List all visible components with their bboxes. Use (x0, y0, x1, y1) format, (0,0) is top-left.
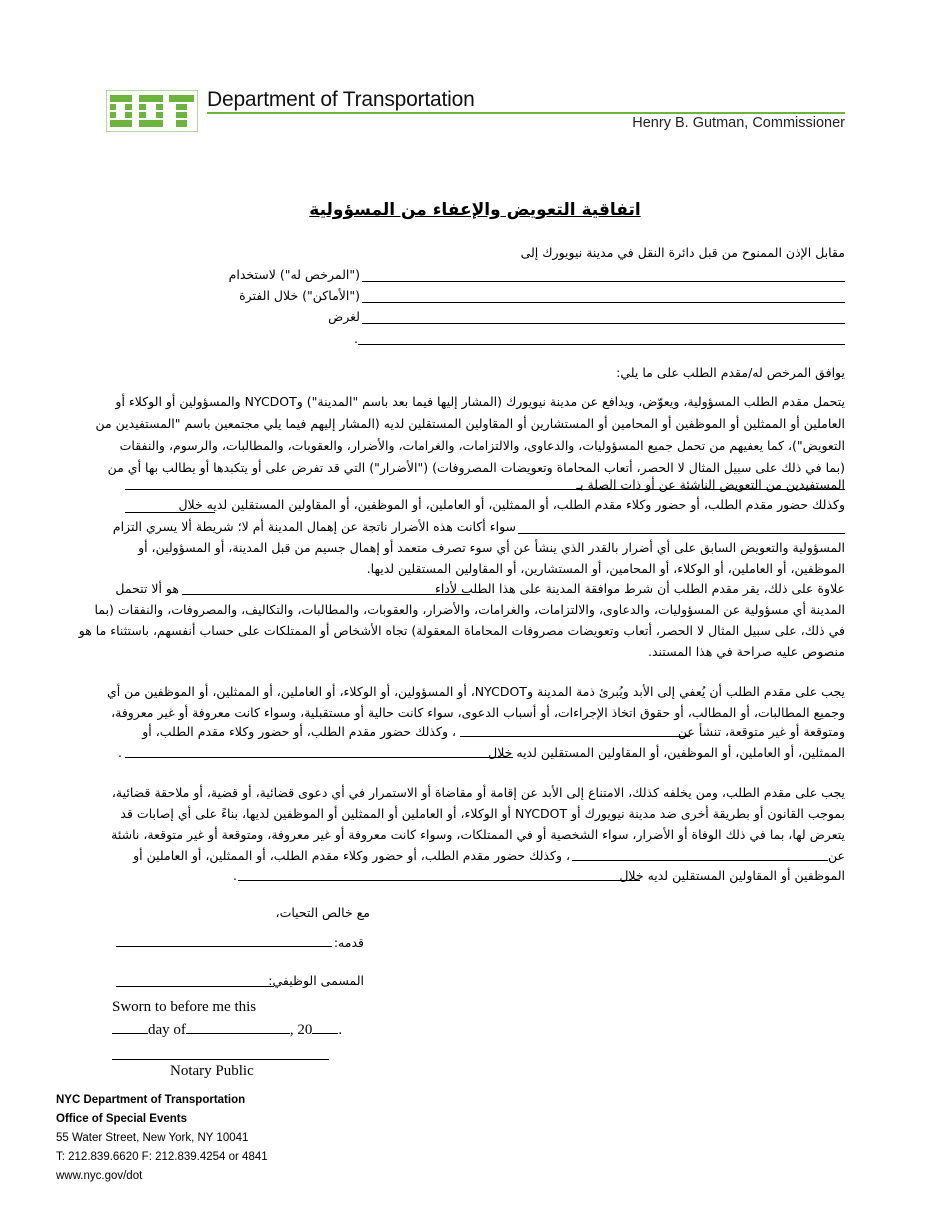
period-blank[interactable] (358, 344, 845, 345)
para3-line-2: بموجب القانون أو بطريقة أخرى ضد مدينة نيويورك أو NYCDOT أو الوكلاء، أو العاملين أو الممثلين أو الموظفين لديها، بناءً على أي إصابات قد (120, 806, 845, 821)
para2-line-4-end: . (118, 745, 122, 760)
para2-line-3b: ، وكذلك حضور مقدم الطلب، أو حضور وكلاء مقدم الطلب، أو (142, 724, 456, 739)
para1-line-9: الموظفين، أو العاملين، أو الوكلاء، أو المحامين، أو المستشارين، أو المقاولين المستقلين لديها. (366, 561, 845, 576)
para3-arising-blank[interactable] (572, 860, 828, 861)
footer-office: Office of Special Events (56, 1113, 188, 1125)
related-to-blank[interactable] (125, 489, 845, 490)
para1-line-8: المسؤولية والتعويض السابق على أي أضرار بالقدر الذي ينشأ عن أي سوء تصرف متعمد أو إهمال جسيم من قبل المدينة، أو المسؤولين، أو (138, 540, 845, 555)
footer-phone: T: 212.839.6620 F: 212.839.4254 or 4841 (56, 1151, 268, 1163)
year-blank[interactable] (312, 1019, 338, 1034)
para1-line-11: المدينة أي مسؤولية عن المسؤوليات، والدعاوى، والالتزامات، والغرامات، والأضرار، والعقوبات، والمطالبات، والتكاليف، والمصروفات، والنفقات (بما (94, 602, 845, 617)
para1-period-blank[interactable] (125, 512, 215, 513)
para1-line-7: سواء أكانت هذه الأضرار ناتجة عن إهمال المدينة أم لا؛ شريطة ألا يسري التزام (112, 519, 516, 534)
para3-line-3: يتعرض لها، بما في ذلك الوفاة أو الأضرار، سواء الشخصية أو في الممتلكات، وسواء كانت معروفة أو غير معروفة، ومتوقعة أو غير متوقعة، ناشئة (111, 827, 845, 842)
para2-line-4: الممثلين، أو العاملين، أو الموظفين، أو المقاولين المستقلين لديه خلال (488, 745, 845, 760)
notary-signature-line[interactable] (112, 1059, 329, 1060)
arising-from-blank[interactable] (460, 736, 690, 737)
para1-line-6: وكذلك حضور مقدم الطلب، أو حضور وكلاء مقدم الطلب، أو الممثلين، أو العاملين، أو الموظفين، أو المقاولين المستقلين لديه خلال (178, 497, 845, 512)
perform-blank[interactable] (182, 594, 470, 595)
para2-period-blank[interactable] (125, 757, 513, 758)
para1-line-10a: علاوة على ذلك، يقر مقدم الطلب أن شرط موافقة المدينة على هذا الطلب لأداء (435, 581, 845, 596)
para1-line-1: يتحمل مقدم الطلب المسؤولية، ويعوّض، ويدافع عن مدينة نيويورك (المشار إليها فيما بعد باسم "المدينة") وNYCDOT والمسؤولين أو الوكلاء أو (115, 394, 845, 409)
para1-line-5: المستفيدين من التعويض الناشئة عن أو ذات الصلة بـ (576, 477, 845, 492)
footer-address: 55 Water Street, New York, NY 10041 (56, 1132, 249, 1144)
header-rule (207, 112, 845, 114)
footer-web[interactable]: www.nyc.gov/dot (56, 1170, 143, 1182)
intro-line-5: . (354, 331, 358, 346)
day-blank[interactable] (112, 1019, 148, 1034)
notary-date-line (112, 1019, 342, 1039)
para1-line-13: منصوص عليه صراحة في هذا المستند. (648, 644, 845, 659)
notary-period: . (338, 1022, 343, 1038)
dot-logo (106, 90, 198, 132)
intro-line-4: لغرض (328, 309, 360, 324)
regards: مع خالص التحيات، (275, 905, 370, 920)
para2-line-2: وجميع المطالبات، أو المطالب، أو حقوق اتخاذ الإجراءات، أو أسباب الدعوى، سواء كانت حالية أو مستقبلية، وسواء كانت معروفة أو غير معروفة، (111, 705, 845, 720)
job-title-field[interactable] (116, 986, 274, 987)
para3-line-5-end: . (233, 868, 237, 883)
para1-line-10b: هو ألا تتحمل (115, 581, 179, 596)
footer-block (56, 1091, 268, 1186)
intro-line-2: ("المرخص له") لاستخدام (228, 267, 360, 282)
intro-line-1: مقابل الإذن الممنوح من قبل دائرة النقل في مدينة نيويورك إلى (520, 245, 845, 260)
department-name: Department of Transportation (207, 88, 475, 111)
submitted-by-label: قدمه: (333, 935, 364, 950)
para1-event-blank[interactable] (518, 533, 845, 534)
para3-line-4b: ، وكذلك حضور مقدم الطلب، أو حضور وكلاء مقدم الطلب، أو الممثلين، أو العاملين أو (133, 848, 570, 863)
commissioner-name: Henry B. Gutman, Commissioner (632, 115, 845, 131)
agree-statement: يوافق المرخص له/مقدم الطلب على ما يلي: (616, 365, 845, 380)
para1-line-12: في ذلك، على سبيل المثال لا الحصر، أتعاب وتعويضات مصروفات المحاماة المعقولة) تجاه الأشخاص أو الممتلكات على حساب أنفسهم، باستثناء ما هو (78, 623, 845, 638)
para1-line-4: (بما في ذلك على سبيل المثال لا الحصر، أتعاب المحاماة وتعويضات المصروفات) ("الأضرار") التي قد تفرض على أو يتكبدها أو يطالب بها أي من (107, 460, 845, 475)
day-of-label: day of (148, 1022, 186, 1038)
footer-org: NYC Department of Transportation (56, 1094, 246, 1106)
para3-line-4a: عن (828, 848, 845, 863)
notary-public-label: Notary Public (170, 1063, 254, 1079)
submitted-by-field[interactable] (116, 946, 332, 947)
para1-line-2: العاملين أو الممثلين أو الموظفين أو المحامين أو المستشارين أو المقاولين المستقلين لديه (المشار إليهم فيما يلي مجتمعين باسم "المستفيدين من (95, 416, 845, 431)
year-label: , 20 (289, 1022, 313, 1038)
job-title-label: المسمى الوظيفي: (268, 973, 364, 988)
intro-line-3: ("الأماكن") خلال الفترة (239, 288, 360, 303)
month-blank[interactable] (186, 1019, 290, 1034)
premises-blank[interactable] (362, 302, 845, 303)
purpose-blank[interactable] (362, 323, 845, 324)
para1-line-3: التعويض")، كما يعفيهم من تحمل جميع المسؤوليات، والدعاوى، والالتزامات، والغرامات، والأضرار، والعقوبات، والمطالبات، والرسوم، والنفقات (119, 438, 845, 453)
para3-period-blank[interactable] (238, 880, 640, 881)
para3-line-5: الموظفين أو المقاولين المستقلين لديه خلال (619, 868, 845, 883)
para3-line-1: يجب على مقدم الطلب، ومن يخلفه كذلك، الامتناع إلى الأبد عن إقامة أو مقاضاة أو الاستمرار في أي دعوى قضائية، أو قضية، أو ملاحقة قضائية، (111, 785, 845, 800)
document-title: اتفاقية التعويض والإعفاء من المسؤولية (309, 200, 641, 220)
para2-line-1: يجب على مقدم الطلب أن يُعفي إلى الأبد ويُبرئ ذمة المدينة وNYCDOT، أو المسؤولين، أو الوكلاء، أو العاملين، أو الممثلين، أو الموظفين من أي (106, 684, 845, 699)
para2-line-3a: ومتوقعة أو غير متوقعة، تنشأ عن (677, 724, 845, 739)
sworn-text: Sworn to before me this (112, 999, 257, 1015)
licensee-blank[interactable] (362, 281, 845, 282)
